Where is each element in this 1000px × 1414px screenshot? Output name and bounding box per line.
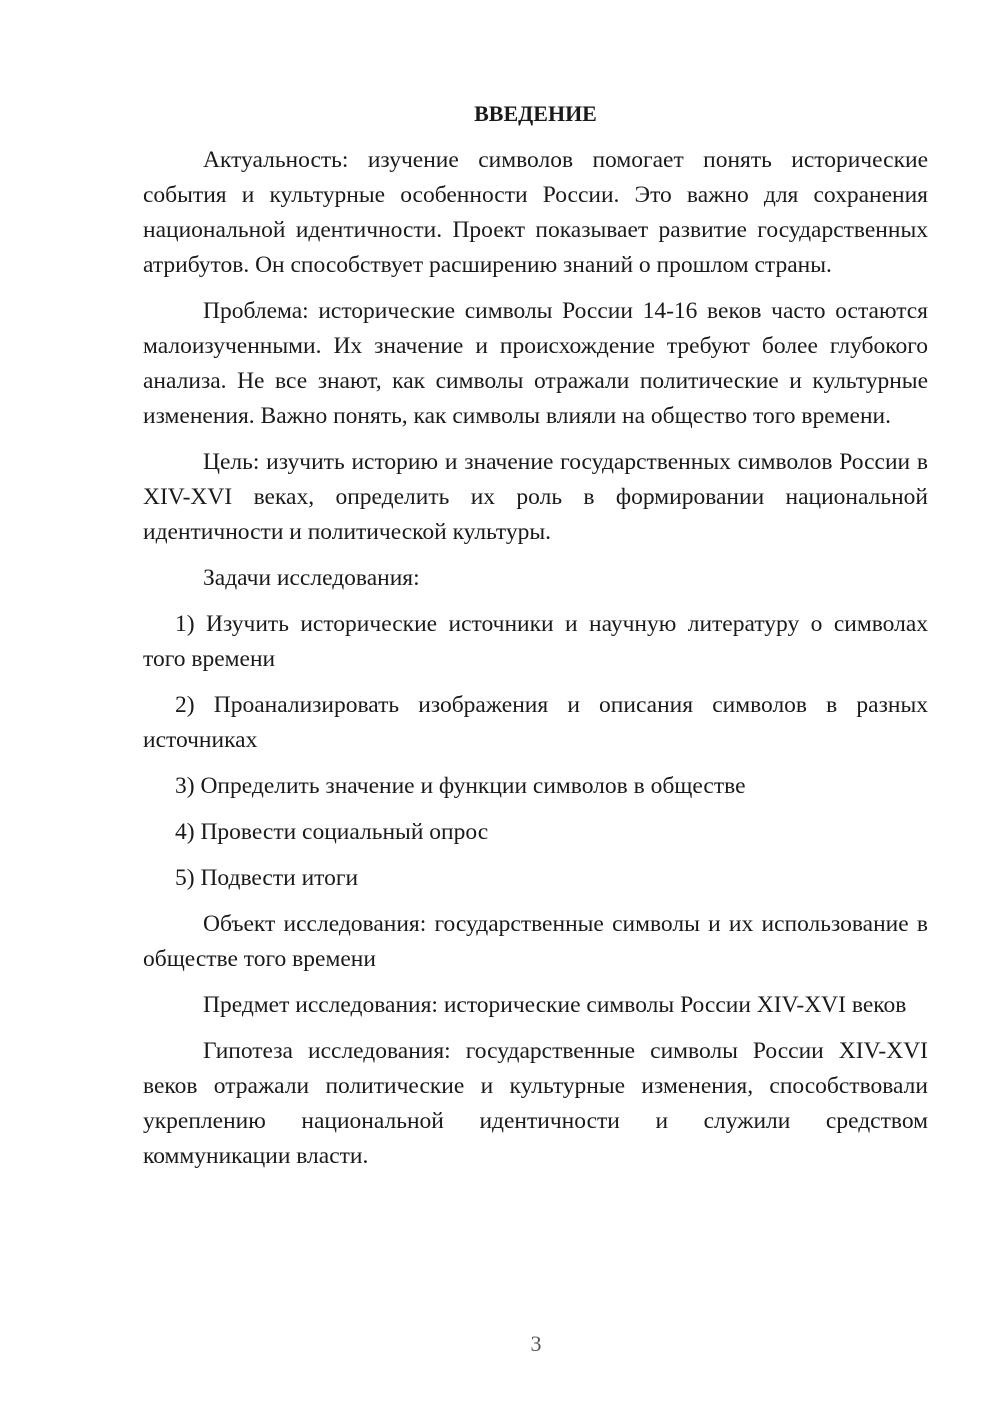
subject-paragraph: Предмет исследования: исторические символы России XIV-XVI веков bbox=[203, 992, 907, 1018]
relevance-paragraph: Актуальность: изучение символов помогает понять исторические события и культурные особенности России. Это важно для сохранения национальной идентичности. Проект показывает развитие государственных атрибутов. Он способствует расширению знаний о прошлом страны. bbox=[143, 147, 928, 278]
tasks-heading: Задачи исследования: bbox=[203, 565, 420, 591]
section-title: ВВЕДЕНИЕ bbox=[474, 101, 597, 126]
page-content bbox=[143, 96, 928, 1185]
hypothesis-paragraph: Гипотеза исследования: государственные символы России XIV-XVI веков отражали политические и культурные изменения, способствовали укреплению национальной идентичности и служили средством коммуникации власти. bbox=[143, 1038, 928, 1169]
object-paragraph: Объект исследования: государственные символы и их использование в обществе того времени bbox=[143, 911, 928, 972]
task-item-4: 4) Провести социальный опрос bbox=[175, 819, 489, 845]
goal-paragraph: Цель: изучить историю и значение государственных символов России в XIV-XVI веках, определить их роль в формировании национальной идентичности и политической культуры. bbox=[143, 449, 928, 545]
problem-paragraph: Проблема: исторические символы России 14-16 веков часто остаются малоизученными. Их значение и происхождение требуют более глубокого анализа. Не все знают, как символы отражали политические и культурные изменения. Важно понять, как символы влияли на общество того времени. bbox=[143, 298, 928, 429]
page-number: 3 bbox=[530, 1331, 542, 1356]
task-item-2: 2) Проанализировать изображения и описания символов в разных источниках bbox=[143, 692, 928, 753]
task-item-3: 3) Определить значение и функции символов в обществе bbox=[175, 773, 746, 799]
task-item-5: 5) Подвести итоги bbox=[175, 865, 359, 891]
task-item-1: 1) Изучить исторические источники и научную литературу о символах того времени bbox=[143, 611, 928, 672]
